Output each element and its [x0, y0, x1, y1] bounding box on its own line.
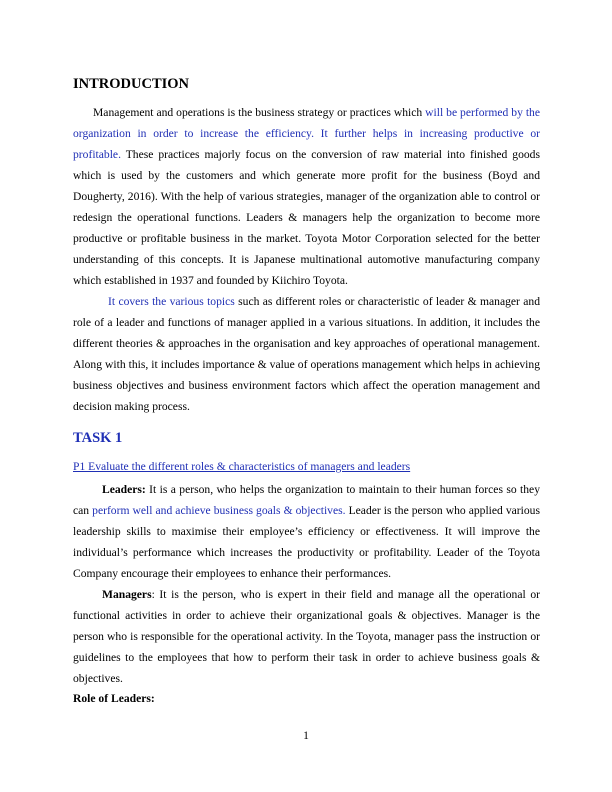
leaders-text-c: Leader is the person who applied various leadership skills to maximise their employee’s efficiency or effectiveness. It will improve the individual’s performance which increases the productivity or profitability. Leader of the Toyota Company encourage their employees to enhance their performances.: [73, 504, 540, 580]
managers-label: Managers: [102, 588, 152, 601]
leaders-text-a: It is a person, who helps the organization to maintain to their human forces so they can: [73, 483, 540, 517]
role-of-leaders-heading: Role of Leaders:: [73, 692, 155, 705]
p1-subheading-link[interactable]: P1 Evaluate the different roles & characteristics of managers and leaders: [73, 460, 411, 473]
intro-p1-text-a: Management and operations is the business strategy or practices which: [93, 106, 426, 119]
leaders-highlight: perform well and achieve business goals & objectives.: [92, 504, 346, 517]
intro-p1-text-c: These practices majorly focus on the conversion of raw material into finished goods which is used by the customers and which generate more profit for the business (Boyd and Dougherty, 2016). With the help of various strategies, manager of the organization able to control or redesign the operational functions. Leaders & managers help the organization to become more productive or profitable business in the market. Toyota Motor Corporation selected for the better understanding of this concepts. It is Japanese multinational automotive manufacturing company which established in 1937 and founded by Kiichiro Toyota.: [73, 148, 540, 287]
page-number: 1: [303, 729, 309, 742]
intro-paragraph-1: [73, 102, 540, 291]
intro-paragraph-2: [73, 291, 540, 417]
leaders-label: Leaders:: [102, 483, 146, 496]
intro-p2-text: such as different roles or characteristic of leader & manager and role of a leader and functions of manager applied in a various situations. In addition, it includes the different theories & approaches in the organisation and key approaches of operational management. Along with this, it includes importance & value of operations management which helps in achieving business objectives and business environment factors which affect the operation management and decision making process.: [73, 295, 540, 413]
introduction-heading: INTRODUCTION: [73, 76, 190, 92]
intro-p1-highlight: will be performed by the organization in order to increase the efficiency. It further helps in increasing productive or profitable.: [73, 106, 540, 161]
document-page: [73, 74, 540, 708]
leaders-paragraph: [73, 479, 540, 584]
intro-p2-highlight: It covers the various topics: [108, 295, 235, 308]
managers-paragraph: [73, 584, 540, 689]
task-1-heading: TASK 1: [73, 430, 123, 446]
managers-text: : It is the person, who is expert in their field and manage all the operational or functional activities in order to achieve their organizational goals & objectives. Manager is the person who is responsible for the operational activity. In the Toyota, manager pass the instruction or guidelines to the employees that how to perform their task in order to achieve business goals & objectives.: [73, 588, 540, 685]
